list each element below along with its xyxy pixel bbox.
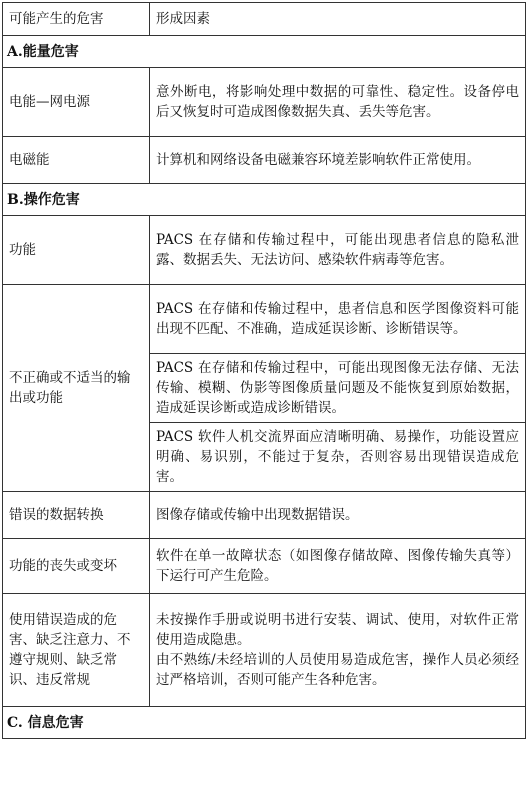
table-row <box>3 68 526 137</box>
factor-cell: 计算机和网络设备电磁兼容环境差影响软件正常使用。 <box>150 137 526 184</box>
table-row <box>3 492 526 539</box>
section-title: C. 信息危害 <box>3 707 526 739</box>
hazard-cell: 功能的丧失或变坏 <box>3 539 150 594</box>
section-title: A.能量危害 <box>3 36 526 68</box>
section-row <box>3 707 526 739</box>
hazard-cell: 电能—网电源 <box>3 68 150 137</box>
table-header-row <box>3 3 526 36</box>
section-title: B.操作危害 <box>3 184 526 216</box>
section-row <box>3 36 526 68</box>
header-hazard: 可能产生的危害 <box>3 3 150 36</box>
hazard-cell: 电磁能 <box>3 137 150 184</box>
factor-cell: 意外断电，将影响处理中数据的可靠性、稳定性。设备停电后又恢复时可造成图像数据失真、丢失等危害。 <box>150 68 526 137</box>
hazard-table <box>2 2 526 739</box>
hazard-cell: 不正确或不适当的输出或功能 <box>3 285 150 492</box>
hazard-cell: 功能 <box>3 216 150 285</box>
table-row <box>3 216 526 285</box>
header-factors: 形成因素 <box>150 3 526 36</box>
table-row <box>3 137 526 184</box>
hazard-cell: 使用错误造成的危害、缺乏注意力、不遵守规则、缺乏常识、违反常规 <box>3 594 150 707</box>
factor-cell: PACS 在存储和传输过程中，可能出现图像无法存储、无法传输、模糊、伪影等图像质量问题及不能恢复到原始数据，造成延误诊断或造成诊断错误。 <box>150 354 526 423</box>
hazard-cell: 错误的数据转换 <box>3 492 150 539</box>
table-row <box>3 594 526 707</box>
section-row <box>3 184 526 216</box>
factor-cell: 图像存储或传输中出现数据错误。 <box>150 492 526 539</box>
table-row <box>3 539 526 594</box>
factor-line: 未按操作手册或说明书进行安装、调试、使用，对软件正常使用造成隐患。 <box>156 612 519 648</box>
factor-cell <box>150 594 526 707</box>
factor-cell: PACS 在存储和传输过程中，可能出现患者信息的隐私泄露、数据丢失、无法访问、感染软件病毒等危害。 <box>150 216 526 285</box>
factor-cell: PACS 在存储和传输过程中，患者信息和医学图像资料可能出现不匹配、不准确，造成延误诊断、诊断错误等。 <box>150 285 526 354</box>
factor-line: 由不熟练/未经培训的人员使用易造成危害，操作人员必须经过严格培训，否则可能产生各种危害。 <box>156 652 519 688</box>
factor-cell: 软件在单一故障状态（如图像存储故障、图像传输失真等）下运行可产生危险。 <box>150 539 526 594</box>
table-row <box>3 285 526 354</box>
factor-cell: PACS 软件人机交流界面应清晰明确、易操作，功能设置应明确、易识别，不能过于复杂，否则容易出现错误造成危害。 <box>150 423 526 492</box>
